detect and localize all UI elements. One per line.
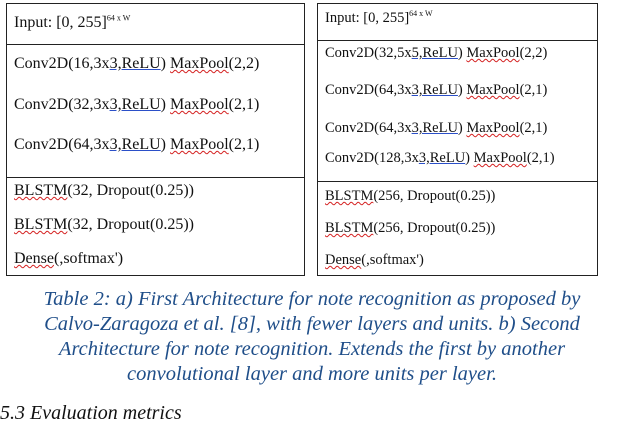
conv-section <box>318 41 597 182</box>
input-row: Input: [0, 255]$^{64 x W}$ <box>14 13 131 31</box>
conv-row: Conv2D(32,5x5,ReLU) MaxPool(2,2) <box>325 45 548 61</box>
blstm-row: BLSTM(32, Dropout(0.25)) <box>14 216 194 233</box>
conv-row: Conv2D(64,3x3,ReLU) MaxPool(2,1) <box>325 82 548 98</box>
dense-row: Dense(,softmax') <box>325 252 424 268</box>
blstm-row: BLSTM(256, Dropout(0.25)) <box>325 220 496 236</box>
caption-line: Table 2: a) First Architecture for note recognition as proposed by <box>43 288 581 310</box>
cut-off-text-fragment <box>6 276 598 282</box>
input-section <box>7 4 304 45</box>
blstm-row: BLSTM(32, Dropout(0.25)) <box>14 182 194 199</box>
architecture-table-b <box>317 3 598 276</box>
dense-row: Dense(,softmax') <box>14 250 124 267</box>
rnn-section <box>318 182 597 275</box>
input-row: Input: [0, 255]$^{64 x W}$ <box>325 9 433 26</box>
caption-line: convolutional layer and more units per layer. <box>127 363 497 385</box>
conv-row: Conv2D(128,3x3,ReLU) MaxPool(2,1) <box>325 150 555 166</box>
conv-row: Conv2D(64,3x3,ReLU) MaxPool(2,1) <box>14 136 260 153</box>
architecture-table-a <box>6 3 305 276</box>
caption-line: Calvo-Zaragoza et al. [8], with fewer layers and units. b) Second <box>44 313 580 335</box>
conv-section <box>7 45 304 178</box>
caption-line: Architecture for note recognition. Extends the first by another <box>58 338 566 360</box>
section-heading: 5.3 Evaluation metrics <box>0 402 182 424</box>
conv-row: Conv2D(16,3x3,ReLU) MaxPool(2,2) <box>14 55 260 72</box>
conv-row: Conv2D(32,3x3,ReLU) MaxPool(2,1) <box>14 96 260 113</box>
conv-row: Conv2D(64,3x3,ReLU) MaxPool(2,1) <box>325 120 548 136</box>
table-caption <box>0 287 624 387</box>
input-section <box>318 4 597 41</box>
rnn-section <box>7 178 304 275</box>
blstm-row: BLSTM(256, Dropout(0.25)) <box>325 188 496 204</box>
